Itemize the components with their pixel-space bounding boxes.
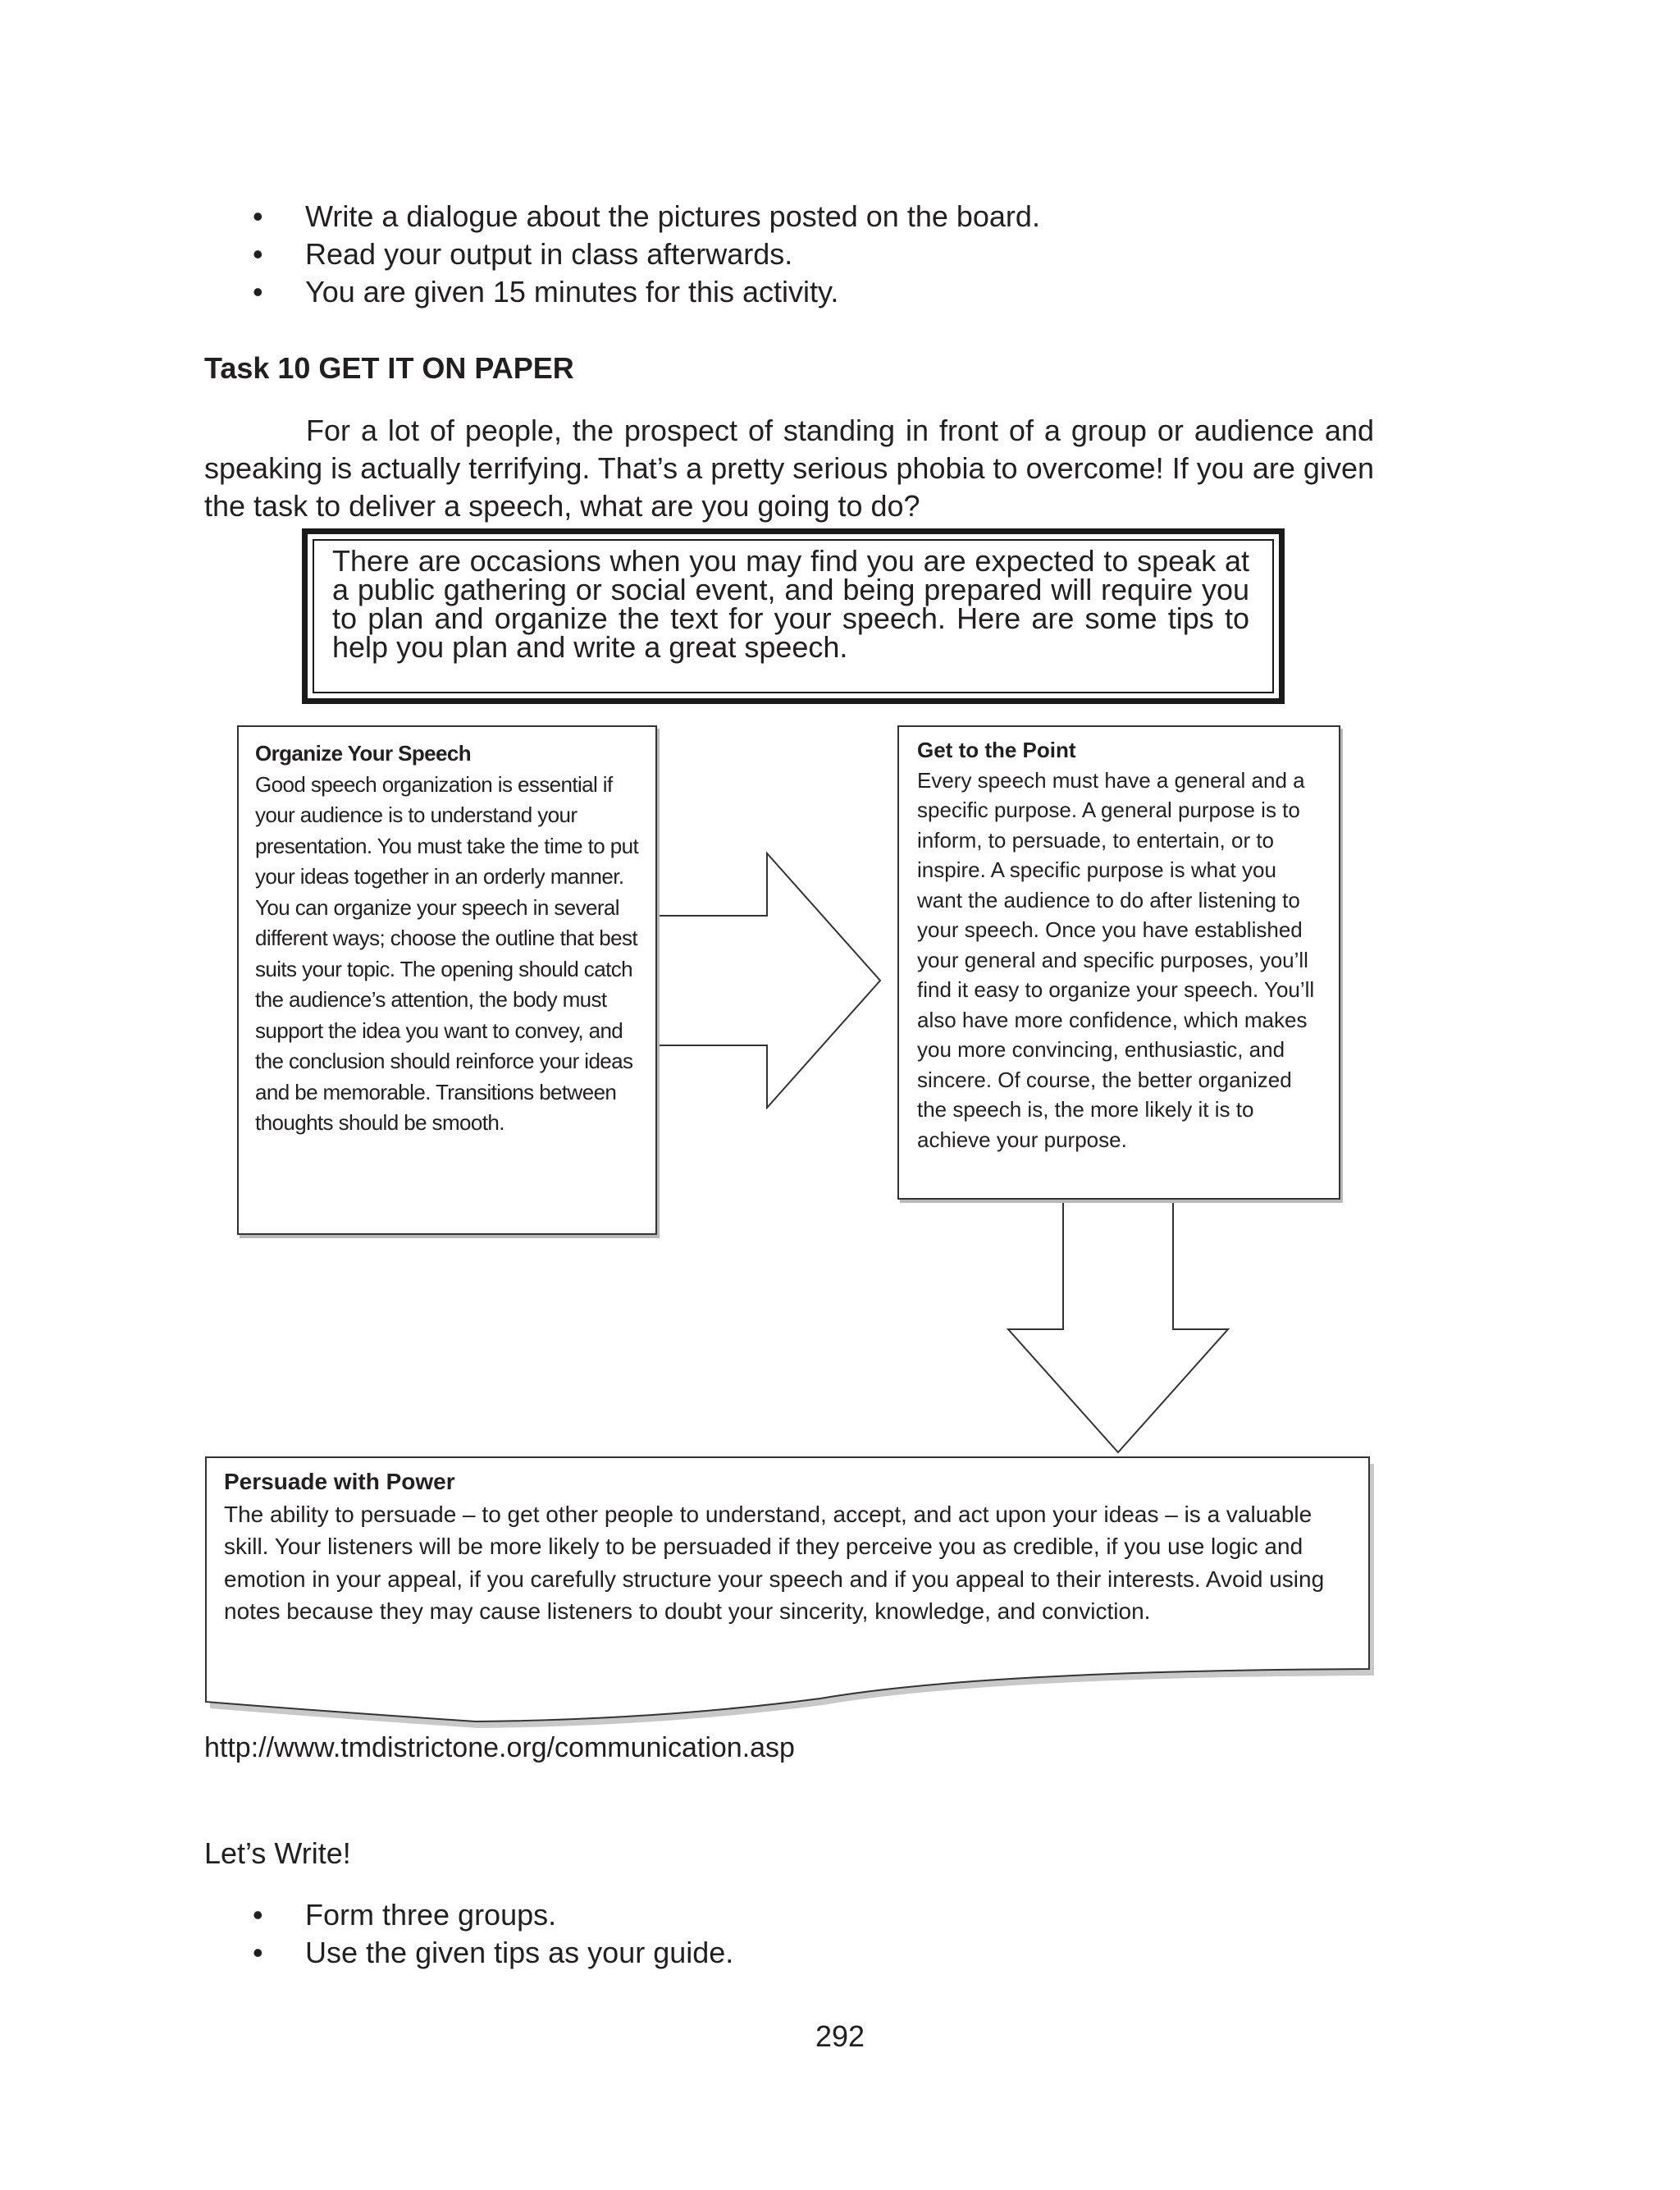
lets-write-list (246, 1896, 733, 1972)
organize-speech-title: Organize Your Speech (255, 741, 472, 766)
right-arrow-icon (657, 853, 880, 1108)
get-to-point-body: Every speech must have a general and a specific purpose. A general purpose is to inform, to persuade, to entertain, or to inspire. A specific purpose is what you want the audience to do after listening to your speech. Once you have established your general and specific purposes, you’ll find it easy to organize your speech. You’ll also have more confidence, which makes you more convincing, enthusiastic, and sincere. Of course, the better organized the speech is, the more likely it is to achieve your purpose. (917, 767, 1315, 1152)
get-to-point-title: Get to the Point (917, 738, 1076, 762)
down-arrow-icon (1008, 1200, 1228, 1452)
list-item: • Read your output in class afterwards. (246, 235, 1040, 273)
list-item: • You are given 15 minutes for this activity. (246, 273, 1040, 311)
list-item: • Write a dialogue about the pictures posted on the board. (246, 198, 1040, 235)
task-intro-paragraph: For a lot of people, the prospect of standing in front of a group or audience and speaking is actually terrifying. That’s a pretty serious phobia to overcome! If you are given the task to deliver a speech, what are you going to do? (204, 414, 1374, 523)
page-number: 292 (815, 2019, 865, 2053)
framed-box-text: There are occasions when you may find you are expected to speak at a public gathering or social event, and being prepared will require you to plan and organize the text for your speech. Here are some tips to help you plan and write a great speech. (332, 544, 1249, 664)
get-to-point-box (897, 725, 1340, 1200)
organize-speech-content (255, 738, 647, 1139)
task-title: Task 10 GET IT ON PAPER (204, 351, 574, 385)
organize-speech-box (237, 725, 657, 1235)
list-item: • Use the given tips as your guide. (246, 1934, 733, 1972)
persuade-box-title: Persuade with Power (224, 1469, 455, 1494)
source-url: http://www.tmdistrictone.org/communication.asp (204, 1732, 795, 1763)
persuade-box-body: The ability to persuade – to get other people to understand, accept, and act upon your ideas – is a valuable skill. Your listeners will be more likely to be persuaded if they perceive you as credible, if you use logic and emotion in your appeal, if you carefully structure your speech and if you appeal to their interests. Avoid using notes because they may cause listeners to doubt your sincerity, knowledge, and conviction. (224, 1501, 1325, 1624)
persuade-box-content (224, 1465, 1348, 1628)
organize-speech-body: Good speech organization is essential if your audience is to understand your presentation. You must take the time to put your ideas together in an orderly manner. You can organize your speech in several different ways; choose the outline that best suits your topic. The opening should catch the audience’s attention, the body must support the idea you want to convey, and the conclusion should reinforce your ideas and be memorable. Transitions between thoughts should be smooth. (255, 771, 639, 1135)
get-to-point-content (917, 735, 1327, 1154)
list-item: • Form three groups. (246, 1896, 733, 1934)
lets-write-heading: Let’s Write! (204, 1836, 351, 1870)
